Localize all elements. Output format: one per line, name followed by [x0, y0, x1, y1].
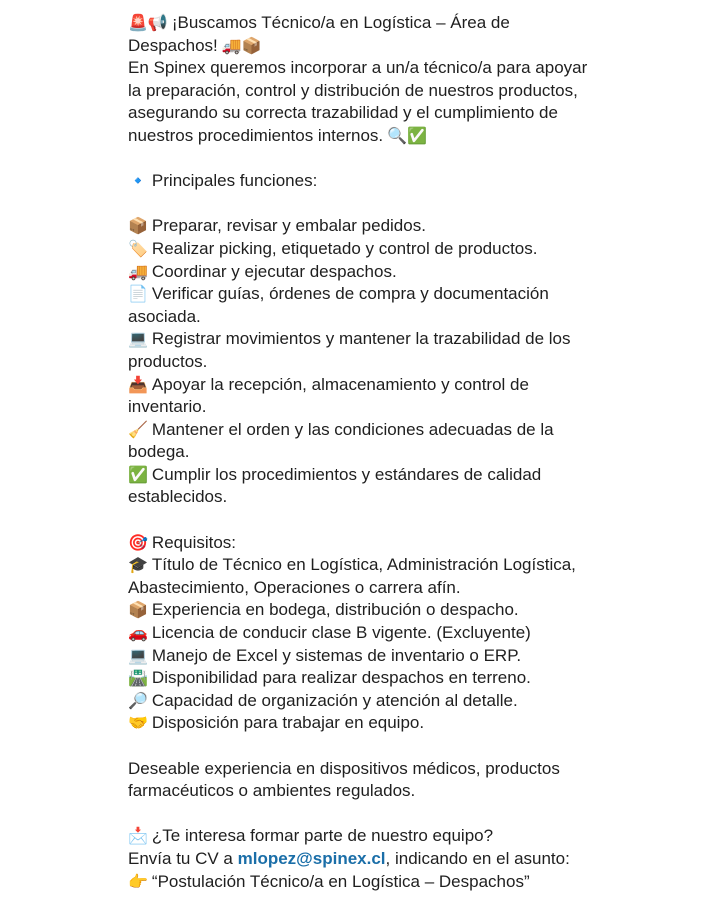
- headline: [128, 12, 598, 57]
- requirement-text: Experiencia en bodega, distribución o despacho.: [151, 600, 519, 620]
- function-text: Mantener el orden y las condiciones adecuadas de la bodega.: [128, 419, 554, 462]
- spacer: [128, 509, 598, 532]
- handshake-icon: 🤝: [128, 713, 148, 733]
- function-text: Realizar picking, etiquetado y control de productos.: [151, 238, 538, 258]
- graduation-cap-icon: 🎓: [128, 555, 148, 575]
- job-post: [128, 12, 598, 893]
- magnifier-icon: 🔎: [128, 690, 148, 710]
- email-link[interactable]: mlopez@spinex.cl: [237, 848, 386, 868]
- function-item: [128, 215, 598, 238]
- send-suffix: , indicando en el asunto:: [385, 848, 570, 868]
- requirements-heading: [128, 532, 598, 555]
- contact-question: [128, 825, 598, 848]
- truck-icon: 🚚: [128, 261, 148, 281]
- requirement-item: [128, 622, 598, 645]
- requirement-item: [128, 667, 598, 690]
- functions-heading: [128, 170, 598, 193]
- headline-text: ¡Buscamos Técnico/a en Logística – Área de Despachos!: [128, 13, 510, 55]
- pointing-hand-icon: 👉: [128, 871, 148, 891]
- requirement-item: [128, 712, 598, 735]
- requirement-text: Manejo de Excel y sistemas de inventario o ERP.: [151, 645, 522, 665]
- package-icon: 📦: [128, 216, 148, 236]
- functions-heading-text: Principales funciones:: [151, 171, 318, 191]
- laptop-icon: 💻: [128, 645, 148, 665]
- magnifier-check-icon: 🔍✅: [387, 125, 427, 145]
- requirement-item: [128, 599, 598, 622]
- intro-paragraph: [128, 57, 598, 147]
- target-icon: 🎯: [128, 532, 148, 552]
- requirements-heading-text: Requisitos:: [151, 532, 237, 552]
- truck-box-icon: 🚚📦: [221, 35, 262, 55]
- requirement-text: Disponibilidad para realizar despachos en terreno.: [151, 668, 531, 688]
- requirement-text: Disposición para trabajar en equipo.: [151, 713, 425, 733]
- alarm-megaphone-icon: 🚨📢: [128, 13, 168, 32]
- envelope-icon: 📩: [128, 826, 148, 846]
- function-text: Cumplir los procedimientos y estándares de calidad establecidos.: [128, 464, 542, 507]
- spacer: [128, 193, 598, 216]
- spacer: [128, 735, 598, 758]
- requirement-item: [128, 554, 598, 599]
- function-item: [128, 261, 598, 284]
- contact-subject: [128, 871, 598, 894]
- function-text: Preparar, revisar y embalar pedidos.: [151, 216, 426, 236]
- requirement-item: [128, 645, 598, 668]
- desirable-paragraph: Deseable experiencia en dispositivos médicos, productos farmacéuticos o ambientes regulados.: [128, 758, 560, 801]
- function-item: [128, 238, 598, 261]
- function-text: Coordinar y ejecutar despachos.: [151, 261, 397, 281]
- function-text: Registrar movimientos y mantener la trazabilidad de los productos.: [128, 329, 571, 371]
- requirement-text: Licencia de conducir clase B vigente. (Excluyente): [151, 623, 531, 643]
- function-item: [128, 328, 598, 373]
- document-icon: 📄: [128, 284, 148, 304]
- inbox-tray-icon: 📥: [128, 374, 148, 394]
- function-item: [128, 374, 598, 419]
- laptop-icon: 💻: [128, 329, 148, 349]
- function-item: [128, 419, 598, 464]
- check-mark-icon: ✅: [128, 464, 148, 484]
- broom-icon: 🧹: [128, 419, 148, 439]
- send-prefix: Envía tu CV a: [128, 848, 238, 868]
- car-icon: 🚗: [128, 623, 148, 643]
- function-text: Apoyar la recepción, almacenamiento y control de inventario.: [128, 374, 529, 417]
- intro-text: En Spinex queremos incorporar a un/a técnico/a para apoyar la preparación, control y distribución de nuestros productos, asegurando su correcta trazabilidad y el cumplimiento de nuestros procedimientos internos.: [128, 58, 588, 145]
- requirement-text: Título de Técnico en Logística, Administración Logística, Abastecimiento, Operaciones o carrera afín.: [128, 555, 576, 597]
- spacer: [128, 803, 598, 826]
- function-text: Verificar guías, órdenes de compra y documentación asociada.: [128, 284, 549, 326]
- function-item: [128, 464, 598, 509]
- subject-text: “Postulación Técnico/a en Logística – Despachos”: [151, 871, 530, 891]
- contact-question-text: ¿Te interesa formar parte de nuestro equipo?: [151, 826, 494, 846]
- road-icon: 🛣️: [128, 668, 148, 688]
- requirement-text: Capacidad de organización y atención al detalle.: [151, 690, 518, 710]
- package-icon: 📦: [128, 600, 148, 620]
- spacer: [128, 148, 598, 171]
- function-item: [128, 283, 598, 328]
- contact-send: [128, 848, 598, 871]
- label-tag-icon: 🏷️: [128, 238, 148, 258]
- requirement-item: [128, 690, 598, 713]
- blue-diamond-icon: 🔹: [128, 171, 148, 191]
